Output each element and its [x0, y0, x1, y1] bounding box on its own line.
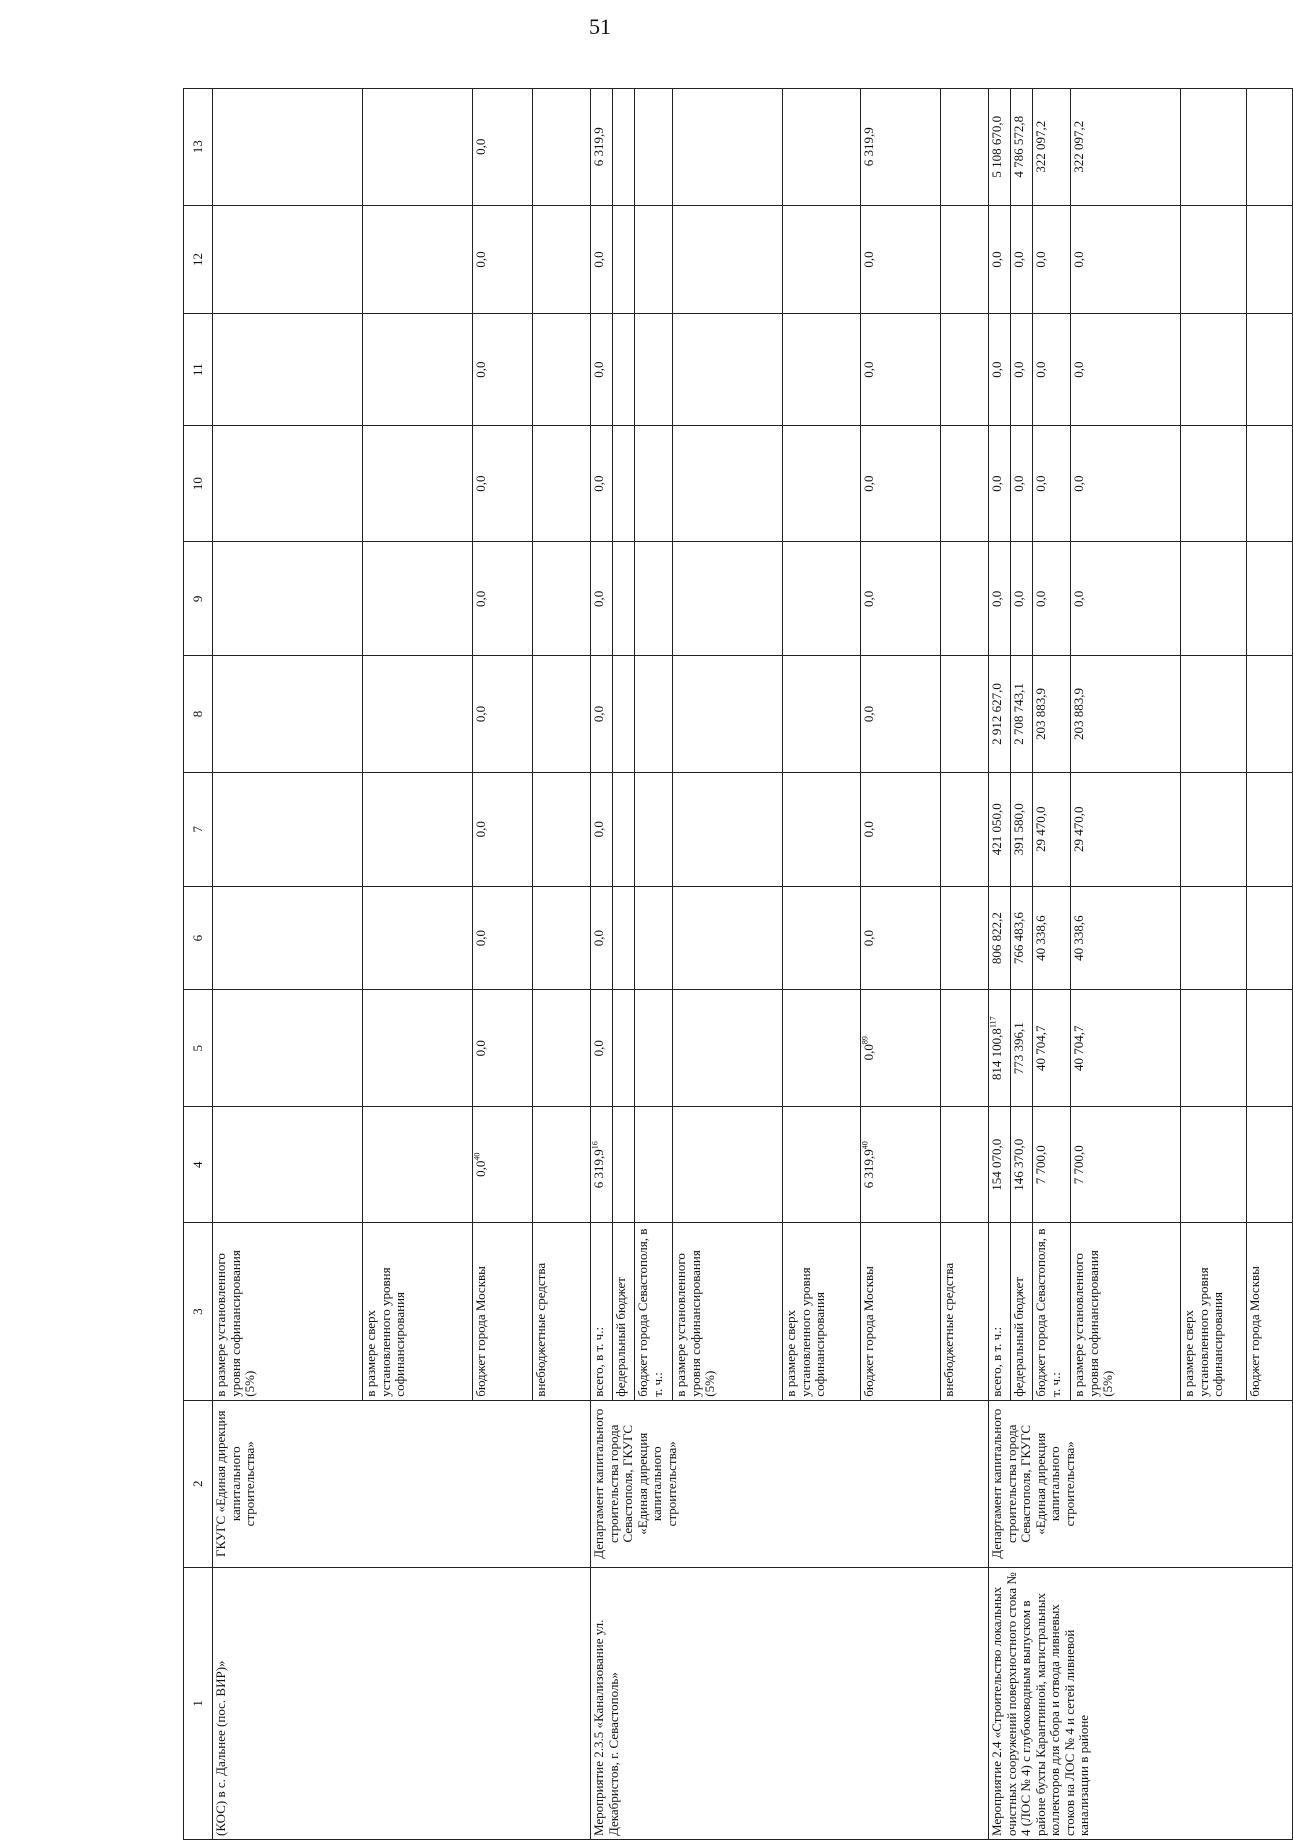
value-cell-c7	[989, 772, 1011, 886]
funding-source-cell: бюджет города Москвы	[861, 1223, 941, 1400]
value-cell-c6	[635, 886, 673, 990]
value-cell-c9	[941, 542, 989, 656]
value-cell-c10	[213, 425, 363, 541]
funding-source-cell: всего, в т. ч.:	[591, 1223, 613, 1400]
value-text: 40 338,6	[1033, 915, 1048, 961]
value-cell-c8	[1181, 656, 1247, 772]
value-cell-c5	[989, 990, 1011, 1106]
value-cell-c9	[635, 542, 673, 656]
value-cell-c7	[533, 772, 591, 886]
executor-cell: Департамент капитального строительства города Севастополя, ГКУГС «Единая дирекция капитального строительства»	[591, 1400, 989, 1567]
funding-source-cell: всего, в т. ч.:	[989, 1223, 1011, 1400]
value-cell-c8	[1033, 656, 1071, 772]
value-text: 0,0	[473, 475, 488, 492]
value-cell-c13	[941, 89, 989, 206]
value-text: 0,0	[861, 475, 876, 492]
value-cell-c4	[989, 1106, 1011, 1222]
value-cell-c12	[591, 205, 613, 314]
footnote-marker: 89	[860, 1036, 870, 1045]
value-text: 0,0	[1071, 590, 1086, 607]
value-cell-c8	[473, 656, 533, 772]
value-cell-c5	[635, 990, 673, 1106]
footnote-marker: 40	[860, 1141, 870, 1150]
value-cell-c13	[363, 89, 473, 206]
value-cell-c9	[533, 542, 591, 656]
value-cell-c7	[1071, 772, 1181, 886]
column-header-13: 13	[184, 89, 213, 206]
value-cell-c6	[941, 886, 989, 990]
value-cell-c8	[1247, 656, 1293, 772]
value-text: 0,0	[989, 251, 1004, 268]
page-number: 51	[589, 14, 611, 39]
value-text: 0,0	[591, 1040, 606, 1057]
rotated-table-frame	[183, 88, 1262, 1840]
funding-source-cell: бюджет города Москвы	[473, 1223, 533, 1400]
column-header-9: 9	[184, 542, 213, 656]
value-cell-c10	[673, 425, 783, 541]
value-cell-c13	[783, 89, 861, 206]
value-text: 391 580,0	[1011, 803, 1026, 856]
value-text: 2 708 743,1	[1011, 683, 1026, 745]
value-cell-c8	[941, 656, 989, 772]
value-text: 4 786 572,8	[1011, 115, 1026, 178]
funding-source-cell: в размере установленного уровня софинансирования (5%)	[1071, 1223, 1181, 1400]
value-text: 0,0	[1033, 251, 1048, 268]
value-cell-c4	[941, 1106, 989, 1222]
value-cell-c12	[861, 205, 941, 314]
value-cell-c6	[363, 886, 473, 990]
value-text: 6 319,9	[591, 1149, 606, 1189]
value-cell-c13	[673, 89, 783, 206]
value-cell-c10	[861, 425, 941, 541]
column-header-7: 7	[184, 772, 213, 886]
executor-cell: ГКУГС «Единая дирекция капитального строительства»	[213, 1400, 591, 1567]
value-cell-c13	[613, 89, 635, 206]
value-text: 0,0	[861, 590, 876, 607]
funding-source-cell: бюджет города Севастополя, в т. ч.:	[635, 1223, 673, 1400]
value-cell-c13	[1033, 89, 1071, 206]
rotated-table-wrapper	[183, 88, 1265, 1836]
value-text: 0,0	[1011, 251, 1026, 268]
value-text: 806 822,2	[989, 912, 1004, 965]
executor-cell: Департамент капитального строительства города Севастополя, ГКУГС «Единая дирекция капитального строительства»	[989, 1400, 1293, 1567]
value-cell-c9	[1011, 542, 1033, 656]
value-cell-c4	[1071, 1106, 1181, 1222]
value-cell-c8	[363, 656, 473, 772]
column-header-3: 3	[184, 1223, 213, 1400]
column-header-12: 12	[184, 205, 213, 314]
value-cell-c5	[533, 990, 591, 1106]
value-cell-c11	[1181, 314, 1247, 425]
value-cell-c12	[783, 205, 861, 314]
value-cell-c5	[473, 990, 533, 1106]
value-cell-c9	[1033, 542, 1071, 656]
value-cell-c11	[989, 314, 1011, 425]
value-cell-c12	[533, 205, 591, 314]
column-header-8: 8	[184, 656, 213, 772]
value-text: 0,0	[473, 929, 488, 947]
footnote-marker: 117	[988, 1016, 998, 1029]
value-text: 40 704,7	[1071, 1025, 1086, 1071]
value-text: 6 319,9	[861, 1149, 876, 1189]
funding-source-cell: бюджет города Москвы	[1247, 1223, 1293, 1400]
value-cell-c7	[635, 772, 673, 886]
value-cell-c5	[1011, 990, 1033, 1106]
footnote-marker: 16	[590, 1141, 600, 1150]
value-cell-c10	[1247, 425, 1293, 541]
value-text: 0,0	[861, 821, 876, 838]
budget-table	[183, 88, 1293, 1840]
value-cell-c9	[673, 542, 783, 656]
value-text: 0,0	[473, 821, 488, 838]
value-cell-c11	[1071, 314, 1181, 425]
value-cell-c12	[613, 205, 635, 314]
value-cell-c6	[1181, 886, 1247, 990]
value-text: 40 704,7	[1033, 1025, 1048, 1071]
value-cell-c4	[363, 1106, 473, 1222]
value-cell-c12	[213, 205, 363, 314]
value-text: 0,0	[989, 361, 1004, 378]
value-cell-c7	[363, 772, 473, 886]
value-cell-c7	[783, 772, 861, 886]
value-text: 2 912 627,0	[989, 683, 1004, 745]
value-text: 0,0	[591, 361, 606, 378]
value-cell-c6	[1011, 886, 1033, 990]
value-text: 0,0	[861, 251, 876, 268]
value-text: 154 070,0	[989, 1138, 1004, 1191]
value-cell-c9	[1181, 542, 1247, 656]
value-cell-c13	[591, 89, 613, 206]
value-text: 0,0	[473, 705, 488, 723]
value-text: 0,0	[591, 475, 606, 492]
value-cell-c9	[861, 542, 941, 656]
value-text: 0,0	[1033, 361, 1048, 378]
value-text: 5 108 670,0	[989, 115, 1004, 178]
value-cell-c13	[533, 89, 591, 206]
value-text: 0,0	[591, 705, 606, 723]
value-cell-c5	[1247, 990, 1293, 1106]
value-cell-c6	[1033, 886, 1071, 990]
value-cell-c9	[1247, 542, 1293, 656]
value-cell-c4	[635, 1106, 673, 1222]
value-cell-c8	[989, 656, 1011, 772]
value-cell-c13	[635, 89, 673, 206]
value-text: 0,0	[473, 138, 488, 155]
value-cell-c7	[591, 772, 613, 886]
value-cell-c11	[533, 314, 591, 425]
funding-source-cell: в размере сверх установленного уровня софинансирования	[1181, 1223, 1247, 1400]
column-header-2: 2	[184, 1400, 213, 1567]
value-text: 0,0	[861, 929, 876, 947]
value-cell-c13	[1071, 89, 1181, 206]
value-cell-c11	[613, 314, 635, 425]
value-cell-c7	[473, 772, 533, 886]
value-text: 0,0	[989, 475, 1004, 492]
value-cell-c12	[941, 205, 989, 314]
value-cell-c5	[213, 990, 363, 1106]
value-cell-c13	[989, 89, 1011, 206]
value-cell-c4	[1181, 1106, 1247, 1222]
value-cell-c9	[591, 542, 613, 656]
value-text: 29 470,0	[1033, 806, 1048, 852]
value-cell-c12	[989, 205, 1011, 314]
table-row	[213, 89, 363, 1840]
table-body	[213, 89, 1293, 1840]
funding-source-cell: бюджет города Севастополя, в т. ч.:	[1033, 1223, 1071, 1400]
value-text: 322 097,2	[1033, 120, 1048, 173]
funding-source-cell: внебюджетные средства	[941, 1223, 989, 1400]
value-cell-c6	[673, 886, 783, 990]
value-cell-c8	[635, 656, 673, 772]
value-text: 0,0	[591, 821, 606, 838]
value-cell-c11	[861, 314, 941, 425]
value-text: 773 396,1	[1011, 1022, 1026, 1075]
value-cell-c11	[1033, 314, 1071, 425]
value-cell-c13	[213, 89, 363, 206]
value-text: 0,0	[591, 590, 606, 607]
value-cell-c12	[1181, 205, 1247, 314]
value-cell-c6	[989, 886, 1011, 990]
value-text: 0,0	[1071, 475, 1086, 492]
value-text: 7 700,0	[1033, 1145, 1048, 1185]
value-text: 6 319,9	[591, 127, 606, 167]
value-cell-c5	[613, 990, 635, 1106]
value-cell-c6	[533, 886, 591, 990]
value-cell-c5	[1071, 990, 1181, 1106]
value-cell-c8	[783, 656, 861, 772]
value-cell-c10	[613, 425, 635, 541]
value-cell-c9	[613, 542, 635, 656]
activity-name-cell: Мероприятие 2.3.5 «Канализование ул. Декабристов, г. Севастополь»	[591, 1567, 989, 1839]
value-text: 0,0	[1033, 590, 1048, 607]
value-cell-c10	[635, 425, 673, 541]
value-text: 0,0	[473, 1040, 488, 1057]
value-cell-c12	[635, 205, 673, 314]
value-cell-c4	[1011, 1106, 1033, 1222]
value-cell-c8	[1011, 656, 1033, 772]
header-row	[184, 89, 213, 1840]
value-text: 0,0	[1071, 361, 1086, 378]
value-cell-c13	[1011, 89, 1033, 206]
value-cell-c11	[783, 314, 861, 425]
value-text: 203 883,9	[1071, 688, 1086, 741]
value-cell-c7	[613, 772, 635, 886]
value-cell-c6	[473, 886, 533, 990]
value-cell-c12	[1033, 205, 1071, 314]
value-text: 0,0	[591, 251, 606, 268]
value-cell-c8	[613, 656, 635, 772]
column-header-1: 1	[184, 1567, 213, 1839]
value-text: 0,0	[473, 361, 488, 378]
value-cell-c5	[783, 990, 861, 1106]
value-cell-c6	[783, 886, 861, 990]
value-cell-c6	[861, 886, 941, 990]
value-cell-c8	[1071, 656, 1181, 772]
value-cell-c4	[533, 1106, 591, 1222]
funding-source-cell: федеральный бюджет	[613, 1223, 635, 1400]
funding-source-cell: в размере сверх установленного уровня софинансирования	[783, 1223, 861, 1400]
value-cell-c9	[783, 542, 861, 656]
value-cell-c10	[1011, 425, 1033, 541]
value-cell-c10	[533, 425, 591, 541]
value-text: 0,0	[473, 590, 488, 607]
value-cell-c8	[673, 656, 783, 772]
value-cell-c13	[1181, 89, 1247, 206]
value-text: 29 470,0	[1071, 806, 1086, 852]
column-header-11: 11	[184, 314, 213, 425]
value-cell-c11	[363, 314, 473, 425]
value-cell-c10	[363, 425, 473, 541]
column-header-5: 5	[184, 990, 213, 1106]
value-cell-c10	[1033, 425, 1071, 541]
value-cell-c6	[613, 886, 635, 990]
value-cell-c5	[1033, 990, 1071, 1106]
value-cell-c4	[783, 1106, 861, 1222]
value-cell-c9	[363, 542, 473, 656]
value-text: 6 319,9	[861, 127, 876, 167]
value-cell-c11	[473, 314, 533, 425]
value-cell-c9	[1071, 542, 1181, 656]
value-cell-c6	[591, 886, 613, 990]
value-cell-c4	[861, 1106, 941, 1222]
value-text: 814 100,8	[989, 1028, 1004, 1081]
funding-source-cell: в размере установленного уровня софинансирования (5%)	[213, 1223, 363, 1400]
value-cell-c5	[673, 990, 783, 1106]
value-text: 146 370,0	[1011, 1138, 1026, 1191]
value-text: 0,0	[989, 590, 1004, 607]
value-text: 421 050,0	[989, 803, 1004, 856]
footnote-marker: 40	[472, 1152, 482, 1161]
value-cell-c13	[861, 89, 941, 206]
funding-source-cell: в размере установленного уровня софинансирования (5%)	[673, 1223, 783, 1400]
value-cell-c11	[941, 314, 989, 425]
value-cell-c10	[1071, 425, 1181, 541]
value-cell-c12	[673, 205, 783, 314]
value-cell-c11	[591, 314, 613, 425]
value-cell-c9	[989, 542, 1011, 656]
value-text: 0,0	[1033, 475, 1048, 492]
table-row	[989, 89, 1011, 1840]
value-cell-c11	[635, 314, 673, 425]
value-text: 0,0	[1011, 475, 1026, 492]
value-text: 0,0	[591, 929, 606, 947]
value-cell-c6	[213, 886, 363, 990]
value-cell-c7	[1247, 772, 1293, 886]
value-cell-c9	[213, 542, 363, 656]
value-cell-c11	[1011, 314, 1033, 425]
value-cell-c10	[591, 425, 613, 541]
value-cell-c7	[861, 772, 941, 886]
value-text: 0,0	[473, 1160, 488, 1177]
value-cell-c5	[861, 990, 941, 1106]
value-cell-c8	[861, 656, 941, 772]
value-cell-c6	[1247, 886, 1293, 990]
value-cell-c5	[591, 990, 613, 1106]
value-cell-c10	[941, 425, 989, 541]
value-cell-c12	[473, 205, 533, 314]
funding-source-cell: в размере сверх установленного уровня софинансирования	[363, 1223, 473, 1400]
value-text: 203 883,9	[1033, 688, 1048, 741]
value-text: 7 700,0	[1071, 1145, 1086, 1185]
column-header-6: 6	[184, 886, 213, 990]
value-cell-c10	[783, 425, 861, 541]
activity-name-cell: (КОС) в с. Дальнее (пос. ВИР)»	[213, 1567, 591, 1839]
value-cell-c5	[941, 990, 989, 1106]
value-cell-c9	[473, 542, 533, 656]
value-text: 0,0	[473, 251, 488, 268]
table-row	[591, 89, 613, 1840]
value-text: 0,0	[1011, 361, 1026, 378]
value-text: 0,0	[861, 1044, 876, 1061]
value-cell-c11	[673, 314, 783, 425]
value-cell-c13	[1247, 89, 1293, 206]
value-cell-c10	[1181, 425, 1247, 541]
value-text: 322 097,2	[1071, 120, 1086, 173]
value-cell-c7	[1033, 772, 1071, 886]
value-cell-c10	[989, 425, 1011, 541]
value-cell-c12	[1247, 205, 1293, 314]
funding-source-cell: федеральный бюджет	[1011, 1223, 1033, 1400]
value-text: 0,0	[861, 361, 876, 378]
value-text: 0,0	[861, 705, 876, 723]
value-cell-c12	[1011, 205, 1033, 314]
value-text: 766 483,6	[1011, 912, 1026, 965]
value-cell-c11	[213, 314, 363, 425]
table-header	[184, 89, 213, 1840]
value-text: 0,0	[1071, 251, 1086, 268]
value-cell-c8	[533, 656, 591, 772]
value-cell-c4	[213, 1106, 363, 1222]
value-text: 0,0	[1011, 590, 1026, 607]
column-header-4: 4	[184, 1106, 213, 1222]
value-cell-c7	[213, 772, 363, 886]
value-cell-c5	[1181, 990, 1247, 1106]
value-text: 40 338,6	[1071, 915, 1086, 961]
value-cell-c7	[673, 772, 783, 886]
value-cell-c10	[473, 425, 533, 541]
value-cell-c12	[1071, 205, 1181, 314]
value-cell-c7	[941, 772, 989, 886]
value-cell-c4	[613, 1106, 635, 1222]
value-cell-c4	[473, 1106, 533, 1222]
value-cell-c6	[1071, 886, 1181, 990]
value-cell-c5	[363, 990, 473, 1106]
value-cell-c11	[1247, 314, 1293, 425]
value-cell-c4	[1247, 1106, 1293, 1222]
value-cell-c4	[673, 1106, 783, 1222]
value-cell-c8	[591, 656, 613, 772]
value-cell-c7	[1181, 772, 1247, 886]
funding-source-cell: внебюджетные средства	[533, 1223, 591, 1400]
value-cell-c12	[363, 205, 473, 314]
column-header-10: 10	[184, 425, 213, 541]
value-cell-c7	[1011, 772, 1033, 886]
activity-name-cell: Мероприятие 2.4 «Строительство локальных очистных сооружений поверхностного стока № 4 (ЛОС № 4) с глубоководным выпуском в районе бухты Карантинной, магистральных коллекторов для сбора и отвода ливневых стоков на ЛОС № 4 и сетей ливневой канализации в районе	[989, 1567, 1293, 1839]
value-cell-c8	[213, 656, 363, 772]
value-cell-c4	[591, 1106, 613, 1222]
value-cell-c13	[473, 89, 533, 206]
value-cell-c4	[1033, 1106, 1071, 1222]
